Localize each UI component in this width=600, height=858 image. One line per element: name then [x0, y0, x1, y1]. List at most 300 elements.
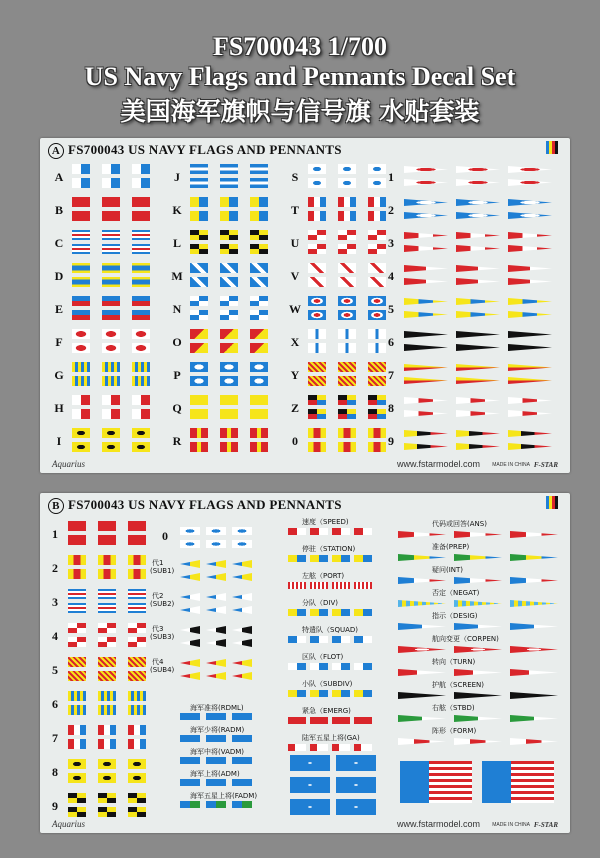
signal-flag	[190, 310, 208, 320]
command-pennant	[454, 669, 502, 676]
signal-flag	[102, 409, 120, 419]
signal-flag-b	[128, 773, 146, 783]
substitute-pennant	[206, 593, 226, 601]
command-pennant	[510, 531, 558, 538]
special-pennant	[288, 717, 306, 724]
substitute-pennant	[180, 560, 200, 568]
signal-flag	[190, 277, 208, 287]
signal-flag	[72, 296, 90, 306]
sheet-b-label: 4	[52, 629, 58, 643]
special-pennant	[310, 744, 328, 751]
numeral-pennant	[508, 265, 552, 272]
signal-flag	[190, 428, 208, 438]
numeral-pennant	[456, 364, 500, 371]
signal-flag-b	[68, 705, 86, 715]
admiral-flag	[180, 735, 200, 742]
numeral-pennant	[508, 245, 552, 252]
signal-flag	[132, 428, 150, 438]
signal-flag-b	[98, 589, 116, 599]
sheet-b-header	[48, 497, 342, 514]
signal-flag-b	[128, 589, 146, 599]
sheet-a-label: A	[54, 170, 64, 184]
product-name-chinese: 美国海军旗帜与信号旗 水贴套装	[120, 97, 480, 126]
signal-flag	[220, 164, 238, 174]
substitute-pennant	[206, 659, 226, 667]
command-pennant	[398, 692, 446, 699]
numeral-pennant	[404, 199, 448, 206]
sheet-a-label: Y	[290, 368, 300, 382]
command-pennant	[454, 577, 502, 584]
signal-flag	[220, 296, 238, 306]
sheet-b-url: www.fstarmodel.com	[396, 819, 480, 829]
signal-flag	[132, 197, 150, 207]
numeral-pennant	[404, 410, 448, 417]
sheet-a-label: B	[54, 203, 63, 217]
substitute-pennant	[232, 540, 252, 548]
command-pennant	[398, 646, 446, 653]
command-pennant	[454, 623, 502, 630]
large-blue-flag	[336, 755, 376, 771]
signal-flag	[338, 428, 356, 438]
command-pennant	[398, 669, 446, 676]
signal-flag	[72, 197, 90, 207]
signal-flag	[220, 329, 238, 339]
signal-flag	[338, 263, 356, 273]
right-label: 转向（TURN)	[432, 658, 476, 666]
signal-flag-b	[128, 555, 146, 565]
signal-flag-b	[128, 603, 146, 613]
admiral-label: 海军五星上将(FADM)	[190, 792, 258, 800]
signal-flag	[72, 409, 90, 419]
signal-flag	[338, 197, 356, 207]
signal-flag	[132, 442, 150, 452]
sheet-a-label: Z	[290, 401, 299, 415]
signal-flag	[220, 197, 238, 207]
signal-flag-b	[98, 725, 116, 735]
special-pennant	[354, 636, 372, 643]
sheet-a-label: V	[290, 269, 300, 283]
signal-flag	[338, 310, 356, 320]
signal-flag	[102, 296, 120, 306]
sheet-b-label: 3	[52, 595, 58, 609]
signal-flag	[250, 211, 268, 221]
signal-flag	[308, 329, 326, 339]
signal-flag	[220, 362, 238, 372]
numeral-pennant	[456, 443, 500, 450]
large-blue-flag	[290, 755, 330, 771]
signal-flag	[102, 329, 120, 339]
special-pennant	[288, 636, 306, 643]
signal-flag	[308, 376, 326, 386]
signal-flag	[250, 244, 268, 254]
signal-flag	[132, 376, 150, 386]
signal-flag	[338, 362, 356, 372]
signal-flag-b	[68, 725, 86, 735]
command-pennant	[398, 577, 446, 584]
signal-flag	[220, 277, 238, 287]
numeral-pennant	[404, 344, 448, 351]
signal-flag-b	[98, 623, 116, 633]
signal-flag	[102, 428, 120, 438]
signal-flag	[132, 329, 150, 339]
signal-flag	[190, 395, 208, 405]
signal-flag-b	[98, 637, 116, 647]
numeral-pennant	[456, 278, 500, 285]
signal-flag-b	[128, 691, 146, 701]
substitute-pennant	[180, 573, 200, 581]
sheet-a-label: 8	[388, 401, 394, 415]
mid-label: 左舷（PORT)	[302, 572, 345, 580]
signal-flag	[132, 395, 150, 405]
signal-flag	[102, 395, 120, 405]
sub-label: (SUB4)	[150, 666, 175, 674]
special-pennant	[354, 582, 372, 589]
admiral-flag	[206, 801, 226, 808]
numeral-pennant	[456, 232, 500, 239]
sheet-b-badge: B	[48, 498, 64, 514]
special-pennant	[332, 555, 350, 562]
signal-flag-b	[68, 555, 86, 565]
numeral-pennant	[404, 443, 448, 450]
sub-label: 代1	[152, 559, 164, 567]
signal-flag-b	[68, 637, 86, 647]
numeral-pennant	[508, 443, 552, 450]
signal-flag-b	[98, 739, 116, 749]
command-pennant	[510, 738, 558, 745]
numeral-pennant	[404, 166, 448, 173]
signal-flag-b	[68, 569, 86, 579]
substitute-pennant	[206, 672, 226, 680]
sheet-a-label: 5	[388, 302, 394, 316]
special-pennant	[310, 663, 328, 670]
signal-flag	[72, 164, 90, 174]
special-pennant	[354, 555, 372, 562]
signal-flag-b	[68, 521, 86, 531]
signal-flag	[338, 409, 356, 419]
admiral-flag	[180, 801, 200, 808]
signal-flag	[250, 362, 268, 372]
signal-flag	[220, 376, 238, 386]
substitute-pennant	[180, 672, 200, 680]
substitute-pennant	[206, 626, 226, 634]
admiral-flag	[232, 779, 252, 786]
command-pennant	[454, 600, 502, 607]
signal-flag	[190, 376, 208, 386]
sheet-a-label: P	[173, 368, 181, 382]
special-pennant	[288, 690, 306, 697]
substitute-pennant	[206, 573, 226, 581]
signal-flag	[102, 230, 120, 240]
signal-flag	[72, 211, 90, 221]
sub-label: 代2	[152, 592, 164, 600]
color-registration-bar-b	[546, 496, 558, 509]
signal-flag	[338, 442, 356, 452]
substitute-pennant	[232, 527, 252, 535]
signal-flag	[220, 211, 238, 221]
numeral-pennant	[456, 311, 500, 318]
numeral-pennant	[456, 377, 500, 384]
special-pennant	[332, 528, 350, 535]
command-pennant	[510, 577, 558, 584]
signal-flag-b	[128, 759, 146, 769]
signal-flag	[72, 343, 90, 353]
right-label: 护航（SCREEN)	[432, 681, 485, 689]
signal-flag	[220, 263, 238, 273]
us-flag	[400, 761, 472, 803]
numeral-pennant	[508, 397, 552, 404]
substitute-pennant	[232, 659, 252, 667]
numeral-pennant	[508, 298, 552, 305]
numeral-pennant	[456, 265, 500, 272]
admiral-flag	[232, 735, 252, 742]
mid-label: 区队（FLOT)	[302, 653, 344, 661]
signal-flag-b	[68, 535, 86, 545]
sheet-a-label: 2	[388, 203, 394, 217]
signal-flag-b	[68, 671, 86, 681]
signal-flag	[132, 277, 150, 287]
sheet-a-badge: A	[48, 143, 64, 159]
mid-label: 特遣队（SQUAD)	[302, 626, 358, 634]
substitute-pennant	[232, 606, 252, 614]
signal-flag-b	[98, 603, 116, 613]
command-pennant	[510, 600, 558, 607]
signal-flag-b	[68, 807, 86, 817]
signal-flag	[132, 211, 150, 221]
signal-flag-b	[98, 759, 116, 769]
signal-flag-b	[128, 521, 146, 531]
sheet-b-title: FS700043 US NAVY FLAGS AND PENNANTS	[68, 497, 342, 512]
numeral-pennant	[404, 298, 448, 305]
sheet-b-artist: Aquarius	[52, 819, 86, 829]
special-pennant	[354, 690, 372, 697]
admiral-flag	[232, 713, 252, 720]
signal-flag	[338, 230, 356, 240]
signal-flag	[308, 178, 326, 188]
numeral-pennant	[508, 179, 552, 186]
decal-sheet-b	[40, 493, 570, 833]
signal-flag	[250, 296, 268, 306]
sheet-a-label: G	[54, 368, 64, 382]
sheet-a-label: R	[172, 434, 182, 448]
numeral-pennant	[456, 298, 500, 305]
signal-flag	[190, 230, 208, 240]
signal-flag-b	[68, 759, 86, 769]
right-label: 否定（NEGAT)	[432, 589, 480, 597]
sheet-a-label: S	[291, 170, 299, 184]
command-pennant	[510, 623, 558, 630]
signal-flag-b	[98, 657, 116, 667]
signal-flag	[190, 329, 208, 339]
command-pennant	[398, 554, 446, 561]
admiral-flag	[232, 801, 252, 808]
signal-flag-b	[128, 535, 146, 545]
signal-flag	[132, 164, 150, 174]
signal-flag	[250, 376, 268, 386]
command-pennant	[510, 669, 558, 676]
admiral-flag	[206, 757, 226, 764]
numeral-pennant	[456, 410, 500, 417]
sheet-a-label: 1	[388, 170, 394, 184]
signal-flag	[190, 343, 208, 353]
signal-flag	[338, 296, 356, 306]
substitute-pennant	[180, 626, 200, 634]
signal-flag	[250, 164, 268, 174]
signal-flag	[72, 442, 90, 452]
signal-flag	[190, 409, 208, 419]
signal-flag-b	[98, 555, 116, 565]
sheet-a-artist: Aquarius	[52, 459, 86, 469]
numeral-pennant	[404, 179, 448, 186]
numeral-pennant	[508, 364, 552, 371]
sheet-b-made-in: MADE IN CHINA	[492, 822, 530, 828]
sheet-a-label: O	[172, 335, 182, 349]
command-pennant	[398, 738, 446, 745]
special-pennant	[354, 717, 372, 724]
substitute-pennant	[180, 659, 200, 667]
signal-flag-b	[128, 739, 146, 749]
numeral-pennant	[404, 245, 448, 252]
special-pennant	[354, 663, 372, 670]
signal-flag	[338, 343, 356, 353]
numeral-pennant	[404, 232, 448, 239]
signal-flag-b	[68, 657, 86, 667]
sub-label: (SUB1)	[150, 567, 175, 575]
sheet-a-label: Q	[172, 401, 182, 415]
sheet-b-label: 5	[52, 663, 58, 677]
mid-label: 紧急（EMERG)	[302, 707, 351, 715]
signal-flag	[338, 277, 356, 287]
right-label: 航向变更（CORPEN)	[432, 635, 499, 643]
sheet-a-label: 3	[388, 236, 394, 250]
numeral-pennant	[456, 430, 500, 437]
signal-flag	[338, 211, 356, 221]
signal-flag	[308, 244, 326, 254]
numeral-pennant	[508, 311, 552, 318]
large-blue-flag	[336, 777, 376, 793]
signal-flag	[308, 428, 326, 438]
special-pennant	[288, 582, 306, 589]
signal-flag	[250, 409, 268, 419]
sheet-b-label: 9	[52, 799, 58, 813]
signal-flag	[72, 310, 90, 320]
mid-label: 陆军五星上将(GA)	[302, 734, 360, 742]
sheet-a-url: www.fstarmodel.com	[396, 459, 480, 469]
signal-flag	[220, 395, 238, 405]
color-registration-bar	[546, 141, 558, 154]
substitute-pennant	[206, 560, 226, 568]
command-pennant	[398, 715, 446, 722]
command-pennant	[398, 600, 446, 607]
signal-flag	[190, 244, 208, 254]
signal-flag	[190, 211, 208, 221]
signal-flag	[102, 442, 120, 452]
special-pennant	[310, 690, 328, 697]
sheet-a-title: FS700043 US NAVY FLAGS AND PENNANTS	[68, 142, 342, 157]
signal-flag	[308, 362, 326, 372]
sheet-a-label: J	[174, 170, 180, 184]
numeral-pennant	[404, 311, 448, 318]
command-pennant	[398, 531, 446, 538]
special-pennant	[332, 582, 350, 589]
right-label: 阵形（FORM)	[432, 727, 477, 735]
mid-label: 速度（SPEED)	[302, 518, 349, 526]
signal-flag-b	[128, 725, 146, 735]
signal-flag-b	[98, 521, 116, 531]
numeral-pennant	[404, 278, 448, 285]
signal-flag	[220, 428, 238, 438]
signal-flag	[308, 343, 326, 353]
product-name-title: US Navy Flags and Pennants Decal Set	[84, 62, 516, 91]
signal-flag-b	[98, 793, 116, 803]
signal-flag-b	[98, 705, 116, 715]
sheet-a-made-in: MADE IN CHINA	[492, 462, 530, 468]
command-pennant	[454, 531, 502, 538]
sheet-b-label: 0	[162, 529, 168, 543]
signal-flag	[250, 329, 268, 339]
numeral-pennant	[456, 212, 500, 219]
sheet-a-label: 7	[388, 368, 394, 382]
special-pennant	[332, 744, 350, 751]
signal-flag-b	[98, 535, 116, 545]
substitute-pennant	[180, 527, 200, 535]
signal-flag	[132, 409, 150, 419]
special-pennant	[332, 717, 350, 724]
substitute-pennant	[232, 573, 252, 581]
command-pennant	[510, 715, 558, 722]
signal-flag	[72, 244, 90, 254]
signal-flag	[102, 343, 120, 353]
sheet-a-label: F	[55, 335, 63, 349]
right-label: 指示（DESIG)	[432, 612, 478, 620]
command-pennant	[454, 738, 502, 745]
sub-label: 代4	[152, 658, 164, 666]
substitute-pennant	[206, 540, 226, 548]
signal-flag-b	[68, 793, 86, 803]
command-pennant	[510, 646, 558, 653]
signal-flag	[220, 442, 238, 452]
signal-flag	[72, 376, 90, 386]
signal-flag	[72, 263, 90, 273]
signal-flag-b	[68, 739, 86, 749]
signal-flag	[220, 310, 238, 320]
substitute-pennant	[206, 527, 226, 535]
signal-flag	[72, 362, 90, 372]
decal-sheet-a	[40, 138, 570, 473]
mid-label: 停驻（STATION)	[302, 545, 356, 553]
signal-flag	[338, 178, 356, 188]
special-pennant	[332, 636, 350, 643]
signal-flag	[308, 211, 326, 221]
signal-flag	[132, 178, 150, 188]
sheet-b-label: 6	[52, 697, 58, 711]
signal-flag	[250, 230, 268, 240]
special-pennant	[354, 528, 372, 535]
substitute-pennant	[232, 560, 252, 568]
admiral-flag	[206, 735, 226, 742]
signal-flag	[190, 178, 208, 188]
signal-flag	[308, 230, 326, 240]
numeral-pennant	[404, 430, 448, 437]
numeral-pennant	[508, 377, 552, 384]
signal-flag	[250, 263, 268, 273]
special-pennant	[288, 528, 306, 535]
signal-flag	[308, 442, 326, 452]
numeral-pennant	[456, 166, 500, 173]
signal-flag	[308, 310, 326, 320]
sheet-a-label: D	[54, 269, 64, 283]
command-pennant	[510, 554, 558, 561]
signal-flag	[220, 230, 238, 240]
